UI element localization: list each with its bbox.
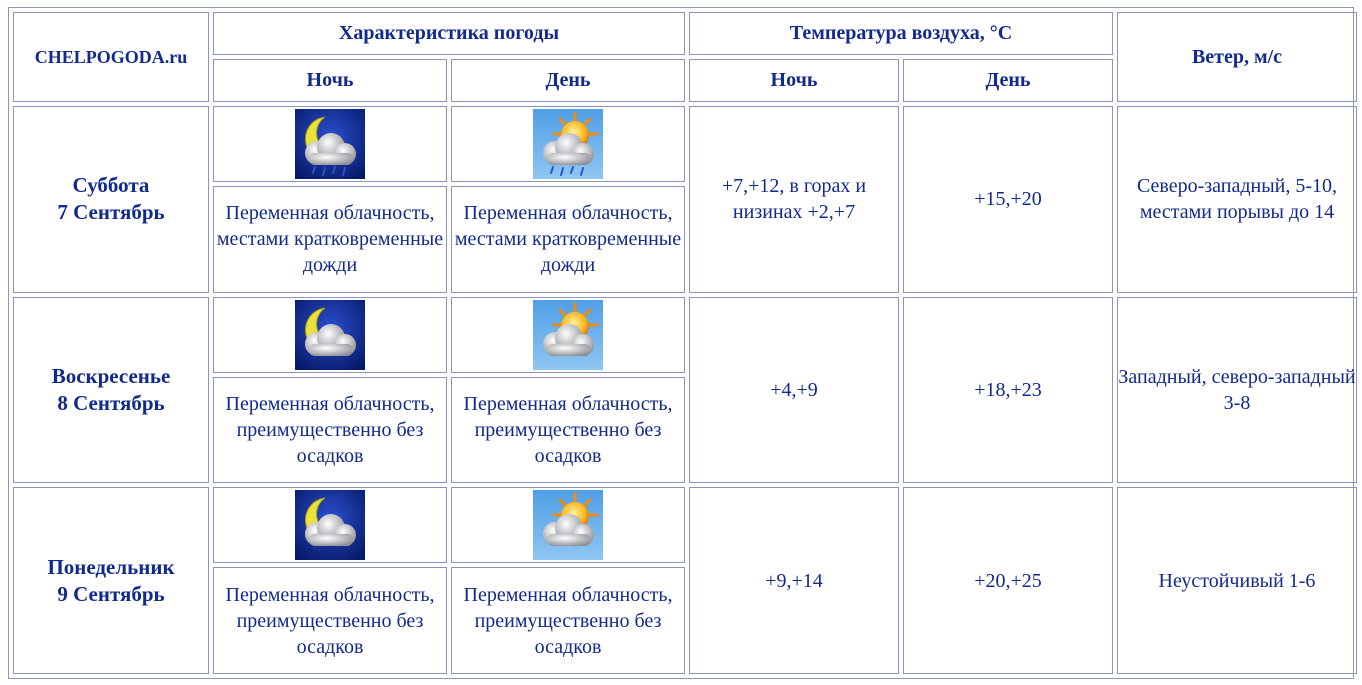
- night-description: Переменная облачность, местами кратковременные дожди: [213, 186, 447, 293]
- weekday: Воскресенье: [51, 364, 171, 389]
- temp-day: +18,+23: [903, 297, 1113, 484]
- day-description: Переменная облачность, местами кратковременные дожди: [451, 186, 685, 293]
- moon-cloud-icon: [295, 300, 365, 370]
- night-icon-cell: [213, 106, 447, 182]
- day-label: [13, 106, 209, 293]
- moon-cloud-icon: [295, 490, 365, 560]
- day-icon-cell: [451, 487, 685, 563]
- weekday: Суббота: [72, 173, 150, 198]
- header-wind: Ветер, м/с: [1117, 12, 1357, 102]
- wind-value: Северо-западный, 5-10, местами порывы до 14: [1117, 106, 1357, 293]
- day-label: [13, 297, 209, 484]
- day-icon-cell: [451, 106, 685, 182]
- temp-night: +7,+12, в горах и низинах +2,+7: [689, 106, 899, 293]
- header-weather-day: День: [451, 59, 685, 102]
- temp-night: +9,+14: [689, 487, 899, 674]
- wind-value: Западный, северо-западный 3-8: [1117, 297, 1357, 484]
- night-icon-cell: [213, 487, 447, 563]
- header-temp-day: День: [903, 59, 1113, 102]
- weekday: Понедельник: [47, 554, 175, 579]
- day-label: [13, 487, 209, 674]
- header-weather-characteristic: Характеристика погоды: [213, 12, 685, 55]
- forecast-table: [9, 8, 1361, 678]
- day-description: Переменная облачность, преимущественно без осадков: [451, 567, 685, 674]
- day-icon-cell: [451, 297, 685, 373]
- date: 7 Сентябрь: [57, 200, 165, 225]
- site-brand: CHELPOGODA.ru: [13, 12, 209, 102]
- header-air-temperature: Температура воздуха, °С: [689, 12, 1113, 55]
- sun-cloud-icon: [533, 490, 603, 560]
- temp-day: +15,+20: [903, 106, 1113, 293]
- day-description: Переменная облачность, преимущественно без осадков: [451, 377, 685, 484]
- night-description: Переменная облачность, преимущественно без осадков: [213, 377, 447, 484]
- sun-cloud-icon: [533, 300, 603, 370]
- wind-value: Неустойчивый 1-6: [1117, 487, 1357, 674]
- night-icon-cell: [213, 297, 447, 373]
- date: 8 Сентябрь: [57, 391, 165, 416]
- moon-cloud-rain-icon: [295, 109, 365, 179]
- header-weather-night: Ночь: [213, 59, 447, 102]
- sun-cloud-rain-icon: [533, 109, 603, 179]
- header-temp-night: Ночь: [689, 59, 899, 102]
- forecast-frame: [8, 7, 1354, 679]
- date: 9 Сентябрь: [57, 581, 165, 606]
- temp-night: +4,+9: [689, 297, 899, 484]
- temp-day: +20,+25: [903, 487, 1113, 674]
- night-description: Переменная облачность, преимущественно без осадков: [213, 567, 447, 674]
